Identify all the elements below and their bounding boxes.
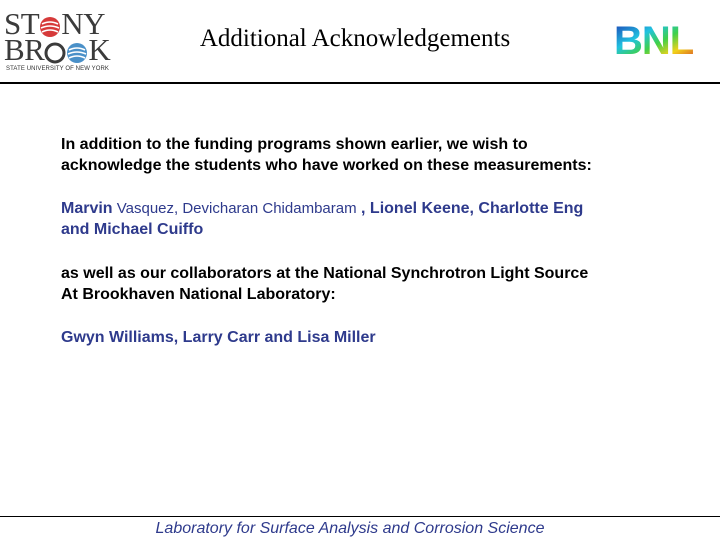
student-names-line-2: and Michael Cuiffo bbox=[61, 221, 204, 238]
logo-text-st: ST bbox=[4, 6, 40, 41]
header-divider bbox=[0, 82, 720, 84]
logo-text-k: K bbox=[88, 32, 111, 67]
students-paragraph bbox=[61, 198, 701, 240]
footer-divider bbox=[0, 516, 720, 517]
intro-line-1: In addition to the funding programs shown earlier, we wish to bbox=[61, 136, 528, 153]
bnl-logo-icon bbox=[612, 20, 718, 58]
stony-brook-logo bbox=[4, 8, 112, 74]
logo-text-br: BR bbox=[4, 32, 45, 67]
logo-subtitle: STATE UNIVERSITY OF NEW YORK bbox=[6, 66, 110, 72]
collaborators-intro-paragraph bbox=[61, 263, 701, 305]
collaborators-intro-line-1: as well as our collaborators at the National Synchrotron Light Source bbox=[61, 265, 589, 282]
page-title: Additional Acknowledgements bbox=[199, 25, 511, 52]
bnl-logo-text: BNL bbox=[614, 20, 694, 58]
student-names-regular: Vasquez, Devicharan Chidambaram bbox=[112, 200, 357, 217]
intro-line-2: acknowledge the students who have worked on these measurements: bbox=[61, 157, 592, 174]
ring-icon bbox=[44, 42, 66, 64]
logo-text-ny: NY bbox=[61, 6, 105, 41]
student-names-rest: , Lionel Keene, Charlotte Eng bbox=[356, 200, 584, 217]
footer-text: Laboratory for Surface Analysis and Corrosion Science bbox=[155, 520, 545, 537]
globe-icon-2 bbox=[66, 42, 88, 64]
intro-paragraph bbox=[61, 134, 701, 176]
student-first-name: Marvin bbox=[61, 200, 113, 217]
collaborators-intro-line-2: At Brookhaven National Laboratory: bbox=[61, 286, 336, 303]
collaborators-names: Gwyn Williams, Larry Carr and Lisa Miller bbox=[61, 329, 376, 346]
